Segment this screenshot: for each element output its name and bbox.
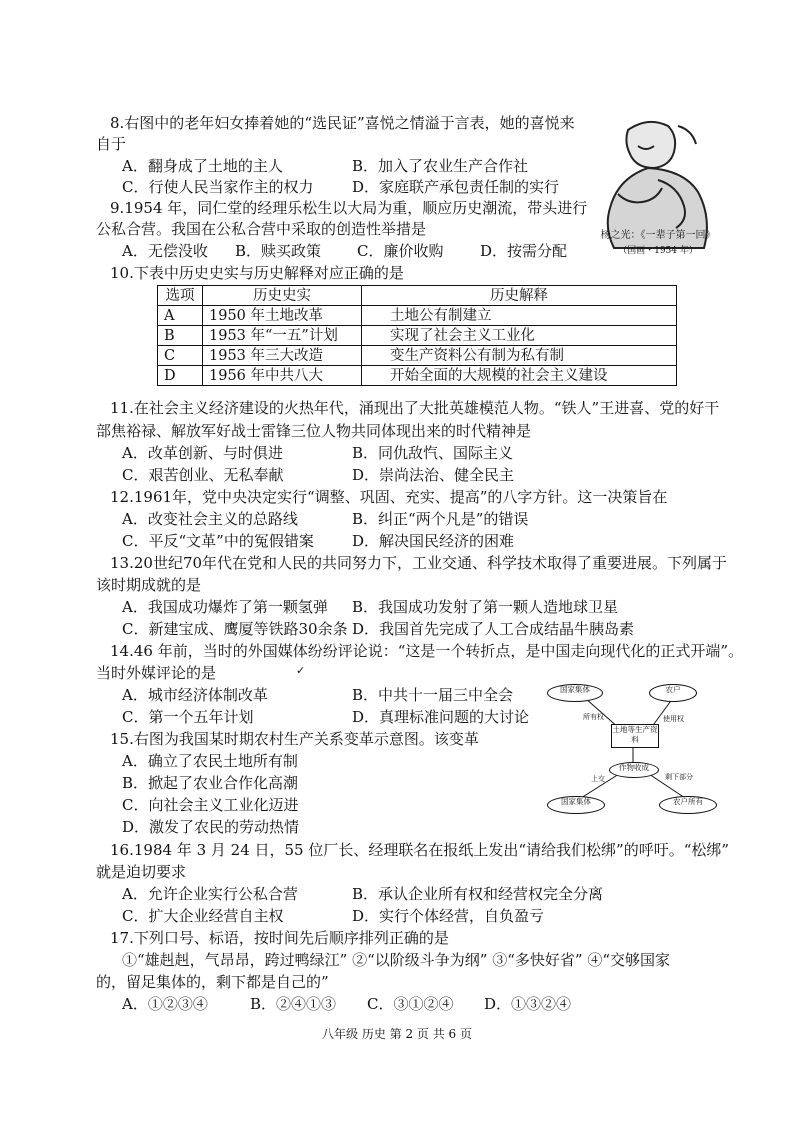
q17-stem: 17.下列口号、标语，按时间先后顺序排列正确的是 — [110, 929, 449, 947]
label-ownership: 所有权 — [583, 713, 604, 721]
table-cell: 1953 年三大改造 — [203, 346, 362, 366]
node-state-collective: 国家集体 — [547, 796, 605, 814]
table-header — [158, 286, 677, 306]
table-cell: 开始全面的大规模的社会主义建设 — [362, 366, 677, 386]
q11-option-c: C．艰苦创业、无私奉献 — [122, 466, 284, 484]
q14-option-b: B．中共十一届三中全会 — [352, 686, 514, 704]
q16-option-b: B．承认企业所有权和经营权完全分离 — [352, 885, 604, 903]
q12-option-c: C．平反“文革”中的冤假错案 — [122, 532, 314, 550]
q8-option-c: C．行使人民当家作主的权力 — [122, 178, 314, 196]
q8-option-a: A．翻身成了土地的主人 — [122, 157, 283, 175]
q15-option-c: C．向社会主义工业化迈进 — [122, 796, 299, 814]
q16-stem-2: 就是迫切要求 — [96, 863, 187, 881]
q17-option-b: B．②④①③ — [250, 995, 337, 1013]
q11-stem: 11.在社会主义经济建设的火热年代，涌现出了大批英雄模范人物。“铁人”王进喜、党的好干 — [110, 399, 720, 417]
node-farmer: 农户 — [649, 684, 697, 702]
q12-option-b: B．纠正“两个凡是”的错误 — [352, 510, 529, 528]
q11-stem-2: 部焦裕禄、解放军好战士雷锋三位人物共同体现出来的时代精神是 — [96, 422, 532, 440]
q14-option-d: D．真理标准问题的大讨论 — [352, 708, 530, 726]
q17-option-c: C．③①②④ — [367, 995, 454, 1013]
q9-option-d: D．按需分配 — [480, 242, 568, 260]
q15-option-a: A．确立了农民土地所有制 — [122, 752, 298, 770]
q16-option-c: C．扩大企业经营自主权 — [122, 907, 284, 925]
q11-option-b: B．同仇敌忾、国际主义 — [352, 444, 514, 462]
q15-option-d: D．激发了农民的劳动热情 — [122, 818, 300, 836]
table-cell: B — [158, 326, 203, 346]
q14-option-c: C．第一个五年计划 — [122, 708, 254, 726]
label-submit: 上交 — [591, 775, 605, 783]
q12-option-a: A．改变社会主义的总路线 — [122, 510, 298, 528]
q12-stem: 12.1961年，党中央决定实行“调整、巩固、充实、提高”的八字方针。这一决策旨在 — [110, 488, 668, 506]
q12-option-d: D．解决国民经济的困难 — [352, 532, 515, 550]
node-crops: 作物收成 — [609, 762, 659, 778]
q9-stem: 9.1954 年，同仁堂的经理乐松生以大局为重，顺应历史潮流，带头进行 — [110, 199, 588, 217]
q17-slogans-2: 的，留足集体的，剩下都是自己的” — [96, 973, 329, 991]
painting-caption-year: （国画・1954 年） — [618, 246, 698, 256]
header-option: 选项 — [158, 286, 203, 306]
table-row — [158, 366, 677, 386]
q13-stem-2: 该时期成就的是 — [96, 576, 202, 594]
table-row — [158, 306, 677, 326]
label-remaining: 剩下部分 — [665, 773, 693, 781]
q17-option-d: D．①③②④ — [484, 995, 572, 1013]
q17-slogans-1: ①“雄赳赳，气昂昂，跨过鸭绿江” ②“以阶级斗争为纲” ③“多快好省” ④“交够国家 — [122, 951, 670, 969]
q10-stem: 10.下表中历史史实与历史解释对应正确的是 — [110, 264, 404, 282]
q13-stem: 13.20世纪70年代在党和人民的共同努力下，工业交通、科学技术取得了重要进展。下列属于 — [110, 554, 728, 572]
pencil-mark-icon: ✓ — [296, 664, 306, 677]
painting-caption: 杨之光：《一辈子第一回》 — [600, 230, 716, 241]
q9-option-a: A．无偿没收 — [122, 242, 208, 260]
q9-option-c: C．廉价收购 — [357, 242, 444, 260]
table-row — [158, 326, 677, 346]
q13-option-a: A．我国成功爆炸了第一颗氢弹 — [122, 598, 328, 616]
table-cell: A — [158, 306, 203, 326]
q13-option-c: C．新建宝成、鹰厦等铁路30余条 — [122, 620, 348, 638]
header-explanation: 历史解释 — [362, 286, 677, 306]
q8-option-b: B．加入了农业生产合作社 — [352, 157, 529, 175]
node-collective: 国家集体 — [547, 684, 603, 702]
history-table — [157, 285, 677, 386]
q14-option-a: A．城市经济体制改革 — [122, 686, 268, 704]
q14-stem: 14.46 年前，当时的外国媒体纷纷评论说：“这是一个转折点，是中国走向现代化的正式开端”。 — [110, 642, 744, 660]
table-row — [158, 346, 677, 366]
q14-stem-2: 当时外媒评论的是 — [96, 664, 217, 682]
q15-option-b: B．掀起了农业合作化高潮 — [122, 774, 299, 792]
table-cell: D — [158, 366, 203, 386]
q11-option-d: D．崇尚法治、健全民主 — [352, 466, 515, 484]
q17-option-a: A．①②③④ — [122, 995, 208, 1013]
q8-stem: 8.右图中的老年妇女捧着她的“选民证”喜悦之情溢于言表，她的喜悦来 — [110, 114, 575, 132]
q8-stem-2: 自于 — [96, 135, 127, 153]
table-cell: 变生产资料公有制为私有制 — [362, 346, 677, 366]
table-cell: 实现了社会主义工业化 — [362, 326, 677, 346]
q9-stem-2: 公私合营。我国在公私合营中采取的创造性举措是 — [96, 220, 427, 238]
table-cell: 1956 年中共八大 — [203, 366, 362, 386]
q13-option-d: D．我国首先完成了人工合成结晶牛胰岛素 — [352, 620, 635, 638]
node-means-of-production: 土地等生产资料 — [611, 724, 659, 748]
q16-option-a: A．允许企业实行公私合营 — [122, 885, 298, 903]
table-cell: C — [158, 346, 203, 366]
q16-option-d: D．实行个体经营，自负盈亏 — [352, 907, 545, 925]
table-cell: 1953 年“一五”计划 — [203, 326, 362, 346]
q13-option-b: B．我国成功发射了第一颗人造地球卫星 — [352, 598, 619, 616]
q9-option-b: B．赎买政策 — [235, 242, 322, 260]
q16-stem: 16.1984 年 3 月 24 日，55 位厂长、经理联名在报纸上发出“请给我们松绑”的呼吁。“松绑” — [110, 841, 730, 859]
page-footer: 八年级 历史 第 2 页 共 6 页 — [322, 1027, 472, 1041]
q15-stem: 15.右图为我国某时期农村生产关系变革示意图。该变革 — [110, 730, 479, 748]
table-cell: 土地公有制建立 — [362, 306, 677, 326]
table-cell: 1950 年土地改革 — [203, 306, 362, 326]
header-fact: 历史史实 — [203, 286, 362, 306]
q8-option-d: D．家庭联产承包责任制的实行 — [352, 178, 560, 196]
node-farmer-owned: 农户所有 — [659, 796, 717, 814]
label-use-right: 使用权 — [663, 715, 684, 723]
q11-option-a: A．改革创新、与时俱进 — [122, 444, 283, 462]
relations-diagram — [545, 680, 745, 820]
